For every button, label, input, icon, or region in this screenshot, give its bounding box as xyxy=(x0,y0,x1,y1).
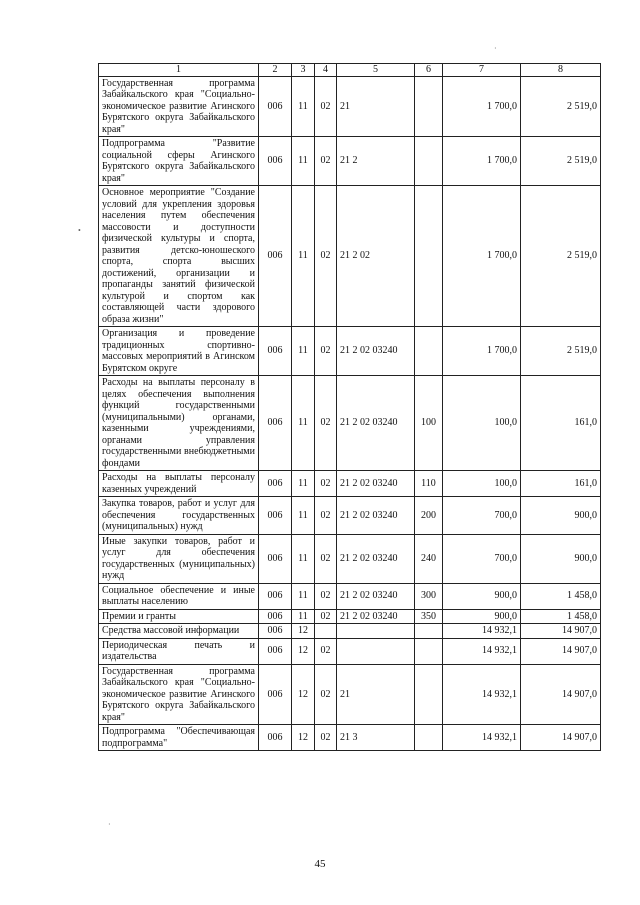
amount-col8-cell: 14 907,0 xyxy=(521,664,601,725)
expense-type-cell xyxy=(415,76,443,137)
subsection-cell: 02 xyxy=(315,725,337,751)
amount-col8-cell: 161,0 xyxy=(521,376,601,471)
amount-col8-cell: 14 907,0 xyxy=(521,725,601,751)
section-cell: 12 xyxy=(292,624,315,639)
amount-col8-cell: 900,0 xyxy=(521,497,601,535)
section-cell: 11 xyxy=(292,327,315,376)
amount-col7-cell: 1 700,0 xyxy=(443,76,521,137)
expense-type-cell: 200 xyxy=(415,497,443,535)
amount-col7-cell: 14 932,1 xyxy=(443,638,521,664)
amount-col7-cell: 14 932,1 xyxy=(443,664,521,725)
amount-col8-cell: 1 458,0 xyxy=(521,609,601,624)
amount-col8-cell: 2 519,0 xyxy=(521,76,601,137)
section-cell: 11 xyxy=(292,497,315,535)
admin-code-cell: 006 xyxy=(259,137,292,186)
subsection-cell: 02 xyxy=(315,664,337,725)
row-name-cell: Расходы на выплаты персоналу в целях обеспечения выполнения функций государственными (муниципальными) органами, казенными учреждениями, органами управления государственными внебюджетными фондами xyxy=(99,376,259,471)
budget-table xyxy=(98,63,601,751)
row-name-cell: Премии и гранты xyxy=(99,609,259,624)
section-cell: 11 xyxy=(292,376,315,471)
section-cell: 11 xyxy=(292,471,315,497)
column-header: 7 xyxy=(443,64,521,77)
target-article-cell xyxy=(337,638,415,664)
row-name-cell: Расходы на выплаты персоналу казенных учреждений xyxy=(99,471,259,497)
expense-type-cell xyxy=(415,186,443,327)
amount-col8-cell: 2 519,0 xyxy=(521,186,601,327)
row-name-cell: Организация и проведение традиционных спортивно-массовых мероприятий в Агинском Бурятском округе xyxy=(99,327,259,376)
amount-col7-cell: 900,0 xyxy=(443,583,521,609)
table-row xyxy=(99,76,601,137)
target-article-cell: 21 2 02 03240 xyxy=(337,376,415,471)
target-article-cell: 21 2 02 03240 xyxy=(337,583,415,609)
amount-col8-cell: 1 458,0 xyxy=(521,583,601,609)
table-row xyxy=(99,471,601,497)
expense-type-cell xyxy=(415,638,443,664)
expense-type-cell xyxy=(415,725,443,751)
amount-col7-cell: 100,0 xyxy=(443,376,521,471)
target-article-cell: 21 2 02 03240 xyxy=(337,609,415,624)
table-row xyxy=(99,327,601,376)
subsection-cell: 02 xyxy=(315,609,337,624)
expense-type-cell xyxy=(415,327,443,376)
subsection-cell xyxy=(315,624,337,639)
amount-col8-cell: 2 519,0 xyxy=(521,137,601,186)
table-row xyxy=(99,609,601,624)
expense-type-cell: 240 xyxy=(415,534,443,583)
admin-code-cell: 006 xyxy=(259,638,292,664)
subsection-cell: 02 xyxy=(315,186,337,327)
amount-col8-cell: 900,0 xyxy=(521,534,601,583)
row-name-cell: Подпрограмма "Обеспечивающая подпрограмма" xyxy=(99,725,259,751)
table-row xyxy=(99,137,601,186)
target-article-cell: 21 xyxy=(337,76,415,137)
table-body xyxy=(99,76,601,751)
subsection-cell: 02 xyxy=(315,376,337,471)
amount-col7-cell: 1 700,0 xyxy=(443,137,521,186)
expense-type-cell: 100 xyxy=(415,376,443,471)
amount-col7-cell: 1 700,0 xyxy=(443,186,521,327)
scan-speck: · xyxy=(108,820,111,829)
page-number: 45 xyxy=(314,858,326,870)
section-cell: 11 xyxy=(292,137,315,186)
subsection-cell: 02 xyxy=(315,327,337,376)
column-header: 1 xyxy=(99,64,259,77)
table-row xyxy=(99,497,601,535)
amount-col8-cell: 161,0 xyxy=(521,471,601,497)
admin-code-cell: 006 xyxy=(259,376,292,471)
section-cell: 12 xyxy=(292,725,315,751)
row-name-cell: Закупка товаров, работ и услуг для обеспечения государственных (муниципальных) нужд xyxy=(99,497,259,535)
subsection-cell: 02 xyxy=(315,497,337,535)
table-row xyxy=(99,376,601,471)
admin-code-cell: 006 xyxy=(259,471,292,497)
subsection-cell: 02 xyxy=(315,534,337,583)
expense-type-cell: 350 xyxy=(415,609,443,624)
admin-code-cell: 006 xyxy=(259,497,292,535)
target-article-cell: 21 3 xyxy=(337,725,415,751)
amount-col7-cell: 900,0 xyxy=(443,609,521,624)
row-name-cell: Основное мероприятие "Создание условий для укрепления здоровья населения путем обеспечения массовости и доступности физической культуры и спорта, развития детско-юношеского спорта, спорта высших достижений, организации и пропаганды занятий физической культурой и спортом как составляющей части здорового образа жизни" xyxy=(99,186,259,327)
amount-col7-cell: 700,0 xyxy=(443,497,521,535)
admin-code-cell: 006 xyxy=(259,534,292,583)
target-article-cell xyxy=(337,624,415,639)
row-name-cell: Иные закупки товаров, работ и услуг для обеспечения государственных (муниципальных) нужд xyxy=(99,534,259,583)
row-name-cell: Государственная программа Забайкальского края "Социально-экономическое развитие Агинского Бурятского округа Забайкальского края" xyxy=(99,76,259,137)
expense-type-cell xyxy=(415,624,443,639)
admin-code-cell: 006 xyxy=(259,664,292,725)
row-name-cell: Средства массовой информации xyxy=(99,624,259,639)
table-row xyxy=(99,664,601,725)
amount-col8-cell: 14 907,0 xyxy=(521,624,601,639)
table-row xyxy=(99,638,601,664)
row-name-cell: Государственная программа Забайкальского края "Социально-экономическое развитие Агинского Бурятского округа Забайкальского края" xyxy=(99,664,259,725)
column-header: 2 xyxy=(259,64,292,77)
subsection-cell: 02 xyxy=(315,638,337,664)
section-cell: 12 xyxy=(292,638,315,664)
subsection-cell: 02 xyxy=(315,471,337,497)
expense-type-cell: 300 xyxy=(415,583,443,609)
table-row xyxy=(99,534,601,583)
amount-col7-cell: 1 700,0 xyxy=(443,327,521,376)
expense-type-cell xyxy=(415,137,443,186)
amount-col7-cell: 14 932,1 xyxy=(443,624,521,639)
column-header: 4 xyxy=(315,64,337,77)
section-cell: 11 xyxy=(292,609,315,624)
table-row xyxy=(99,186,601,327)
row-name-cell: Периодическая печать и издательства xyxy=(99,638,259,664)
column-header: 5 xyxy=(337,64,415,77)
amount-col7-cell: 14 932,1 xyxy=(443,725,521,751)
column-header: 8 xyxy=(521,64,601,77)
admin-code-cell: 006 xyxy=(259,76,292,137)
target-article-cell: 21 xyxy=(337,664,415,725)
admin-code-cell: 006 xyxy=(259,725,292,751)
amount-col7-cell: 100,0 xyxy=(443,471,521,497)
amount-col8-cell: 2 519,0 xyxy=(521,327,601,376)
section-cell: 11 xyxy=(292,76,315,137)
subsection-cell: 02 xyxy=(315,583,337,609)
scan-speck: · xyxy=(494,44,497,53)
admin-code-cell: 006 xyxy=(259,186,292,327)
table-row xyxy=(99,725,601,751)
table-row xyxy=(99,624,601,639)
row-name-cell: Подпрограмма "Развитие социальной сферы Агинского Бурятского округа Забайкальского края" xyxy=(99,137,259,186)
expense-type-cell xyxy=(415,664,443,725)
section-cell: 11 xyxy=(292,186,315,327)
amount-col7-cell: 700,0 xyxy=(443,534,521,583)
admin-code-cell: 006 xyxy=(259,583,292,609)
target-article-cell: 21 2 02 03240 xyxy=(337,497,415,535)
section-cell: 11 xyxy=(292,583,315,609)
admin-code-cell: 006 xyxy=(259,327,292,376)
section-cell: 11 xyxy=(292,534,315,583)
scan-speck: • xyxy=(78,226,81,235)
row-name-cell: Социальное обеспечение и иные выплаты населению xyxy=(99,583,259,609)
target-article-cell: 21 2 02 03240 xyxy=(337,327,415,376)
target-article-cell: 21 2 xyxy=(337,137,415,186)
column-header: 3 xyxy=(292,64,315,77)
admin-code-cell: 006 xyxy=(259,609,292,624)
amount-col8-cell: 14 907,0 xyxy=(521,638,601,664)
target-article-cell: 21 2 02 xyxy=(337,186,415,327)
subsection-cell: 02 xyxy=(315,137,337,186)
table-row xyxy=(99,583,601,609)
target-article-cell: 21 2 02 03240 xyxy=(337,471,415,497)
column-header: 6 xyxy=(415,64,443,77)
header-row xyxy=(99,64,601,77)
expense-type-cell: 110 xyxy=(415,471,443,497)
subsection-cell: 02 xyxy=(315,76,337,137)
admin-code-cell: 006 xyxy=(259,624,292,639)
target-article-cell: 21 2 02 03240 xyxy=(337,534,415,583)
section-cell: 12 xyxy=(292,664,315,725)
